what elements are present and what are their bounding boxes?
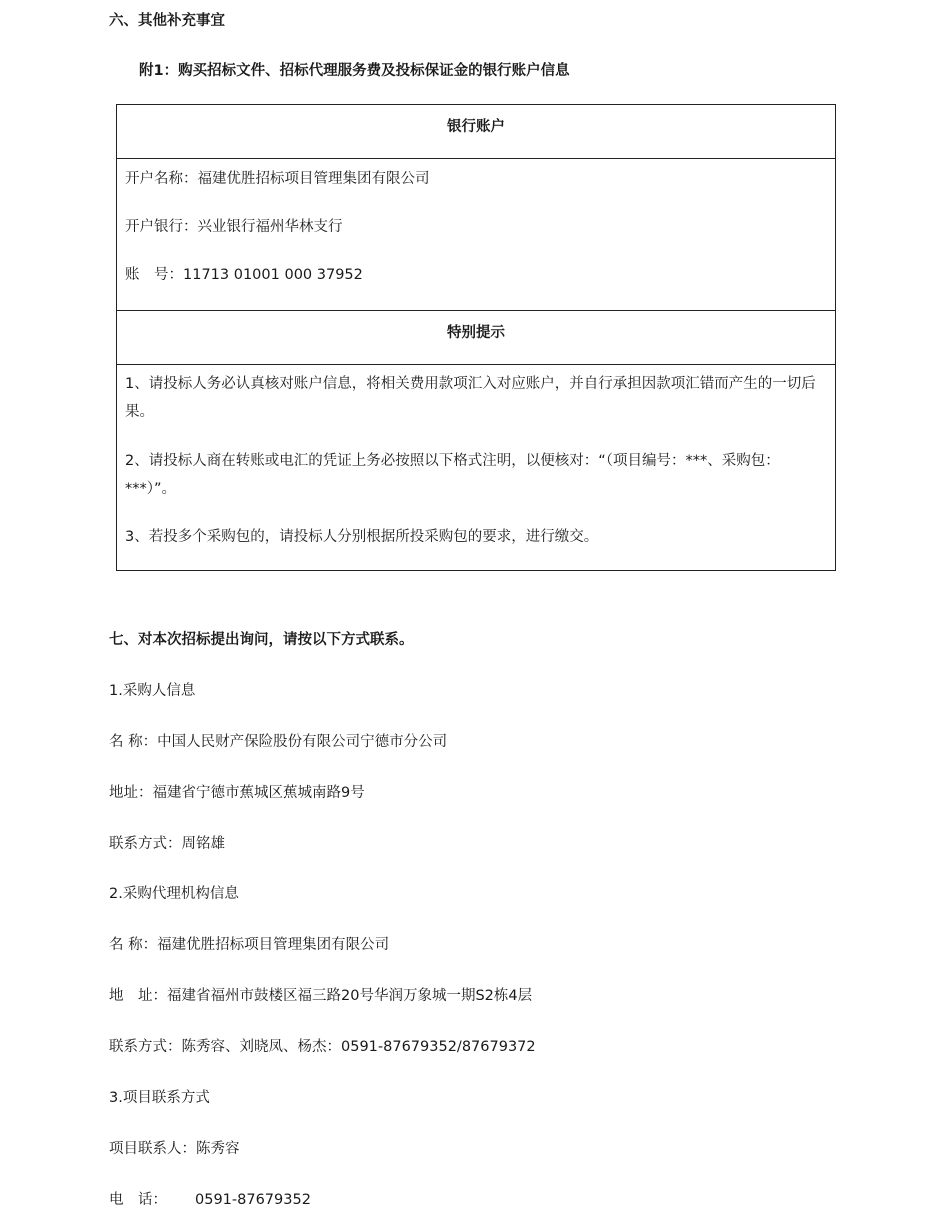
agency-contact: 联系方式：陈秀容、刘晓凤、杨杰：0591-87679352/87679372 (109, 1039, 536, 1055)
attachment-1-title: 附1：购买招标文件、招标代理服务费及投标保证金的银行账户信息 (139, 63, 570, 79)
project-contact-person: 项目联系人：陈秀容 (109, 1141, 240, 1157)
phone-label: 电 话： (109, 1192, 167, 1208)
notice-item: 1、请投标人务必认真核对账户信息，将相关费用款项汇入对应账户，并自行承担因款项汇错而产生的一切后果。 (125, 376, 816, 420)
account-number-line (125, 261, 827, 289)
section-6-heading: 六、其他补充事宜 (109, 13, 225, 29)
account-number: 11713 01001 000 37952 (183, 267, 363, 283)
purchaser-contact: 联系方式：周铭雄 (109, 836, 225, 852)
project-phone-line (109, 1190, 311, 1210)
agency-address: 地 址：福建省福州市鼓楼区福三路20号华润万象城一期S2栋4层 (109, 988, 533, 1004)
account-number-label: 账 号： (125, 267, 183, 283)
bank-account-header: 银行账户 (117, 105, 835, 159)
phone-number: 0591-87679352 (195, 1192, 311, 1208)
account-name: 开户名称：福建优胜招标项目管理集团有限公司 (125, 171, 430, 187)
agency-title: 2.采购代理机构信息 (109, 886, 239, 902)
project-contact-title: 3.项目联系方式 (109, 1090, 210, 1106)
notice-item: 3、若投多个采购包的，请投标人分别根据所投采购包的要求，进行缴交。 (125, 529, 599, 545)
purchaser-title: 1.采购人信息 (109, 683, 196, 699)
section-7-heading: 七、对本次招标提出询问，请按以下方式联系。 (109, 632, 414, 648)
purchaser-name: 名 称：中国人民财产保险股份有限公司宁德市分公司 (109, 734, 448, 750)
purchaser-address: 地址：福建省宁德市蕉城区蕉城南路9号 (109, 785, 365, 801)
bank-account-table (116, 104, 836, 571)
opening-bank: 开户银行：兴业银行福州华林支行 (125, 219, 343, 235)
special-notice-body (117, 365, 835, 570)
bank-account-details (117, 159, 835, 311)
agency-name: 名 称：福建优胜招标项目管理集团有限公司 (109, 937, 390, 953)
special-notice-header: 特别提示 (117, 311, 835, 365)
notice-item: 2、请投标人商在转账或电汇的凭证上务必按照以下格式注明，以便核对：“（项目编号：***、采购包：***）”。 (125, 453, 780, 497)
